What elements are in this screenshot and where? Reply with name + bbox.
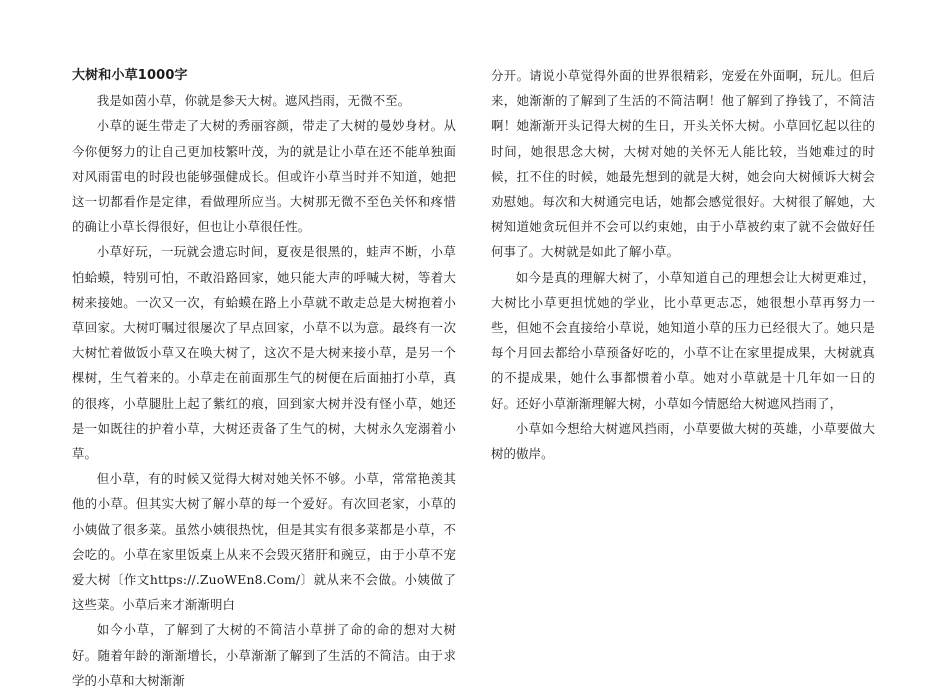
paragraph: 我是如茵小草，你就是参天大树。遮风挡雨，无微不至。 — [96, 93, 411, 109]
paragraph: 小草如今想给大树遮风挡雨，小草要做大树的英雄，小草要做大树的傲岸。 — [491, 420, 875, 462]
paragraph: 如今小草，了解到了大树的不简洁小草拼了命的命的想对大树好。随着年龄的渐渐增长，小草渐渐了解到了生活的不简洁。由于求学的小草和大树渐渐 — [72, 622, 456, 688]
paragraph: 小草的诞生带走了大树的秀丽容颜，带走了大树的曼妙身材。从今你便努力的让自己更加枝繁叶茂，为的就是让小草在还不能单独面对风雨雷电的时段也能够强健成长。但或许小草当时并不知道，她把这一切都看作是定律，看做理所应当。大树那无微不至色关怀和疼惜的确让小草长得很好，但也让小草很任性。 — [72, 118, 456, 235]
left-column — [72, 63, 456, 693]
right-column — [491, 63, 875, 466]
paragraph-continued: 分开。请说小草觉得外面的世界很精彩，宠爱在外面啊，玩儿。但后来，她渐渐的了解到了生活的不简洁啊！他了解到了挣钱了，不简洁啊！她渐渐开头记得大树的生日，开头关怀大树。小草回忆起以往的时间，她很思念大树，大树对她的关怀无人能比较，当她难过的时候，扛不住的时候，她最先想到的就是大树，她会向大树倾诉大树会劝慰她。每次和大树通完电话，她都会感觉很好。大树很了解她，大树知道她贪玩但并不会可以约束她，由于小草被约束了就不会做好任何事了。大树就是如此了解小草。 — [491, 68, 875, 260]
paragraph: 但小草，有的时候又觉得大树对她关怀不够。小草，常常艳羡其他的小草。但其实大树了解小草的每一个爱好。有次回老家，小草的小姨做了很多菜。虽然小姨很热忱，但是其实有很多菜都是小草，不会吃的。小草在家里饭桌上从来不会毁灭猪肝和豌豆，由于小草不宠爱大树〔作文https://.ZuoWEn8.Com/〕就从来不会做。小姨做了这些菜。小草后来才渐渐明白 — [72, 471, 456, 613]
paragraph: 如今是真的理解大树了，小草知道自己的理想会让大树更难过，大树比小草更担忧她的学业，比小草更志忑，她很想小草再努力一些，但她不会直接给小草说，她知道小草的压力已经很大了。她只是每个月回去都给小草预备好吃的，小草不让在家里提成果，大树就真的不提成果，她什么事都惯着小草。她对小草就是十几年如一日的好。还好小草渐渐理解大树，小草如今情愿给大树遮风挡雨了， — [491, 269, 875, 411]
paragraph: 小草好玩，一玩就会遗忘时间，夏夜是很黑的，蛙声不断，小草怕蛤蟆，特别可怕，不敢沿路回家，她只能大声的呼喊大树，等着大树来接她。一次又一次，有蛤蟆在路上小草就不敢走总是大树抱着小草回家。大树叮嘱过很屡次了早点回家，小草不以为意。最终有一次大树忙着做饭小草又在唤大树了，这次不是大树来接小草，是另一个棵树，生气着来的。小草走在前面那生气的树便在后面抽打小草，真的很疼，小草腿肚上起了紫红的痕，回到家大树并没有怪小草，她还是一如既往的护着小草，大树还责备了生气的树，大树永久宠溺着小草。 — [72, 244, 456, 462]
document-title: 大树和小草1000字 — [72, 68, 188, 83]
